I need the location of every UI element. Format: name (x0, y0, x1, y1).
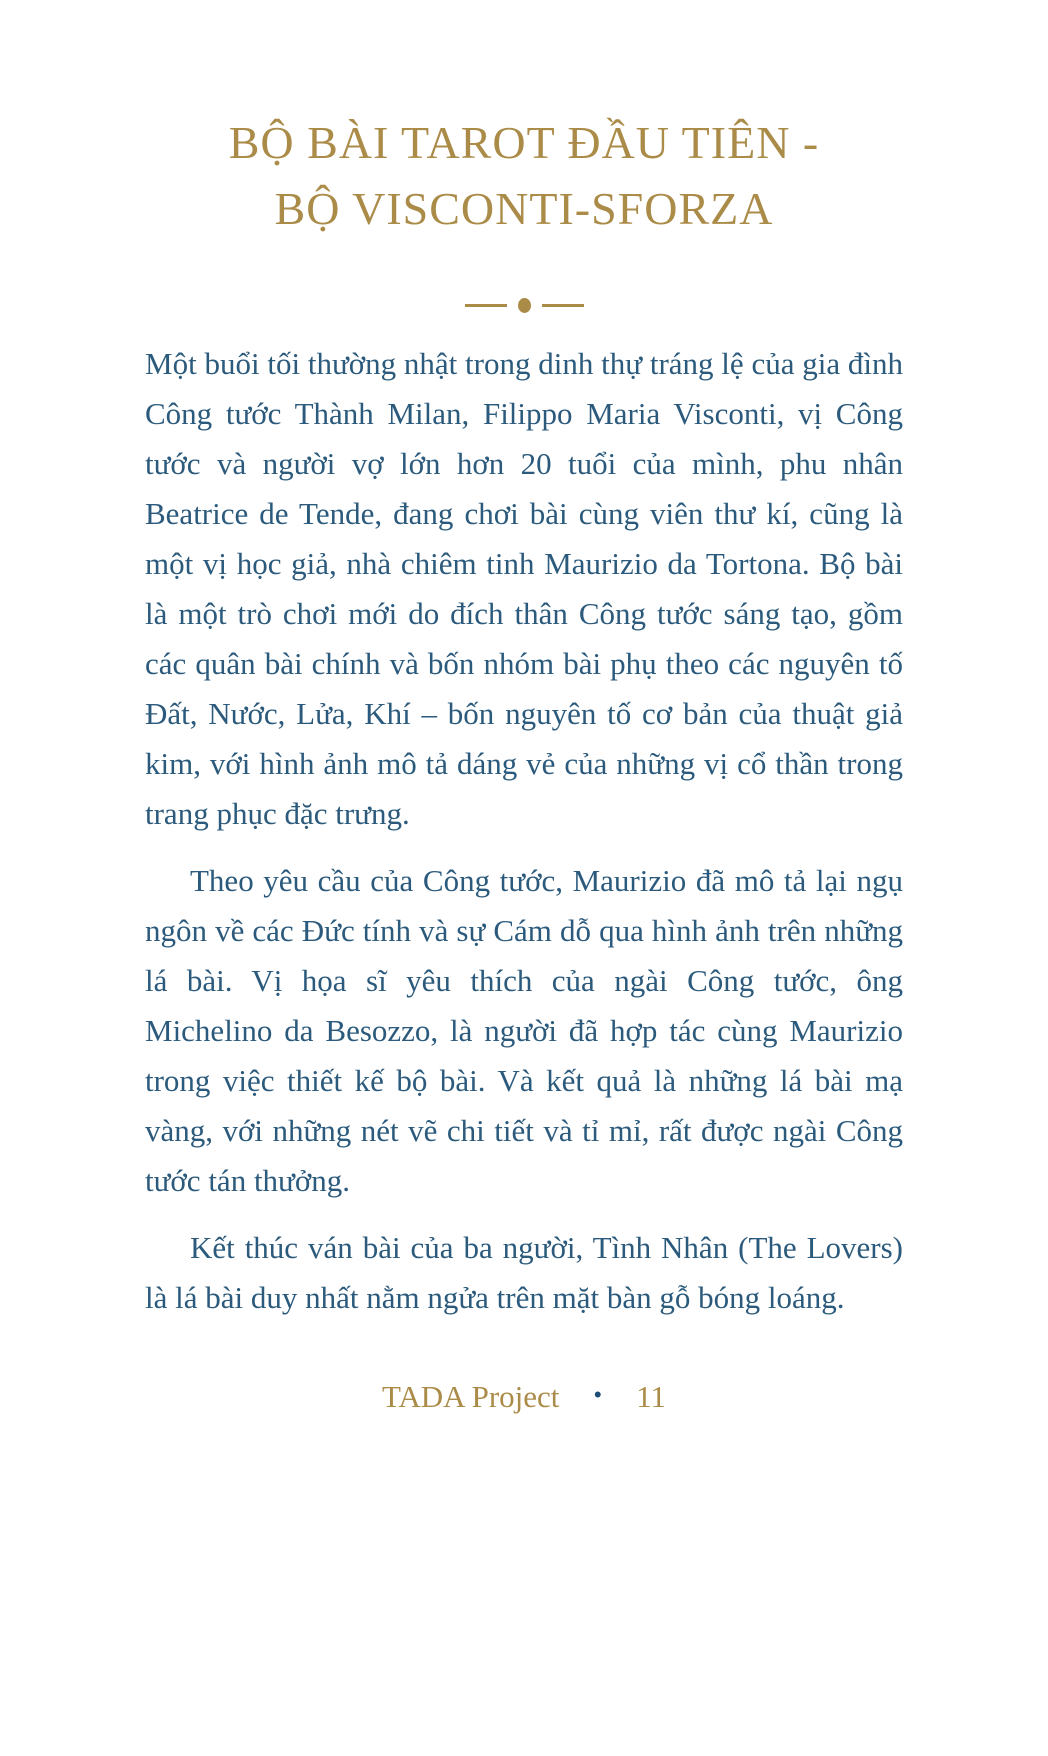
divider-line-right (542, 304, 584, 307)
divider-line-left (465, 304, 507, 307)
book-page (0, 110, 1048, 1756)
body-text (145, 339, 903, 1323)
divider-ornament (0, 298, 1048, 313)
chapter-title-line-2: BỘ VISCONTI-SFORZA (274, 183, 774, 234)
chapter-title (70, 110, 978, 242)
footer-brand: TADA Project (381, 1379, 560, 1414)
chapter-title-line-1: BỘ BÀI TAROT ĐẦU TIÊN - (228, 117, 820, 168)
paragraph-2: Theo yêu cầu của Công tước, Maurizio đã mô tả lại ngụ ngôn về các Đức tính và sự Cám dỗ qua hình ảnh trên những lá bài. Vị họa sĩ yêu thích của ngài Công tước, ông Michelino da Besozzo, là người đã hợp tác cùng Maurizio trong việc thiết kế bộ bài. Và kết quả là những lá bài mạ vàng, với những nét vẽ chi tiết và tỉ mỉ, rất được ngài Công tước tán thưởng. (145, 863, 903, 1198)
paragraph-1: Một buổi tối thường nhật trong dinh thự tráng lệ của gia đình Công tước Thành Milan, Filippo Maria Visconti, vị Công tước và người vợ lớn hơn 20 tuổi của mình, phu nhân Beatrice de Tende, đang chơi bài cùng viên thư kí, cũng là một vị học giả, nhà chiêm tinh Maurizio da Tortona. Bộ bài là một trò chơi mới do đích thân Công tước sáng tạo, gồm các quân bài chính và bốn nhóm bài phụ theo các nguyên tố Đất, Nước, Lửa, Khí – bốn nguyên tố cơ bản của thuật giả kim, với hình ảnh mô tả dáng vẻ của những vị cổ thần trong trang phục đặc trưng. (145, 346, 903, 831)
footer-separator-dot: • (593, 1381, 603, 1409)
page-footer (0, 1379, 1048, 1415)
footer-page-number: 11 (636, 1379, 667, 1414)
divider-dot (518, 298, 531, 313)
paragraph-3: Kết thúc ván bài của ba người, Tình Nhân (The Lovers) là lá bài duy nhất nằm ngửa trên mặt bàn gỗ bóng loáng. (145, 1230, 903, 1315)
